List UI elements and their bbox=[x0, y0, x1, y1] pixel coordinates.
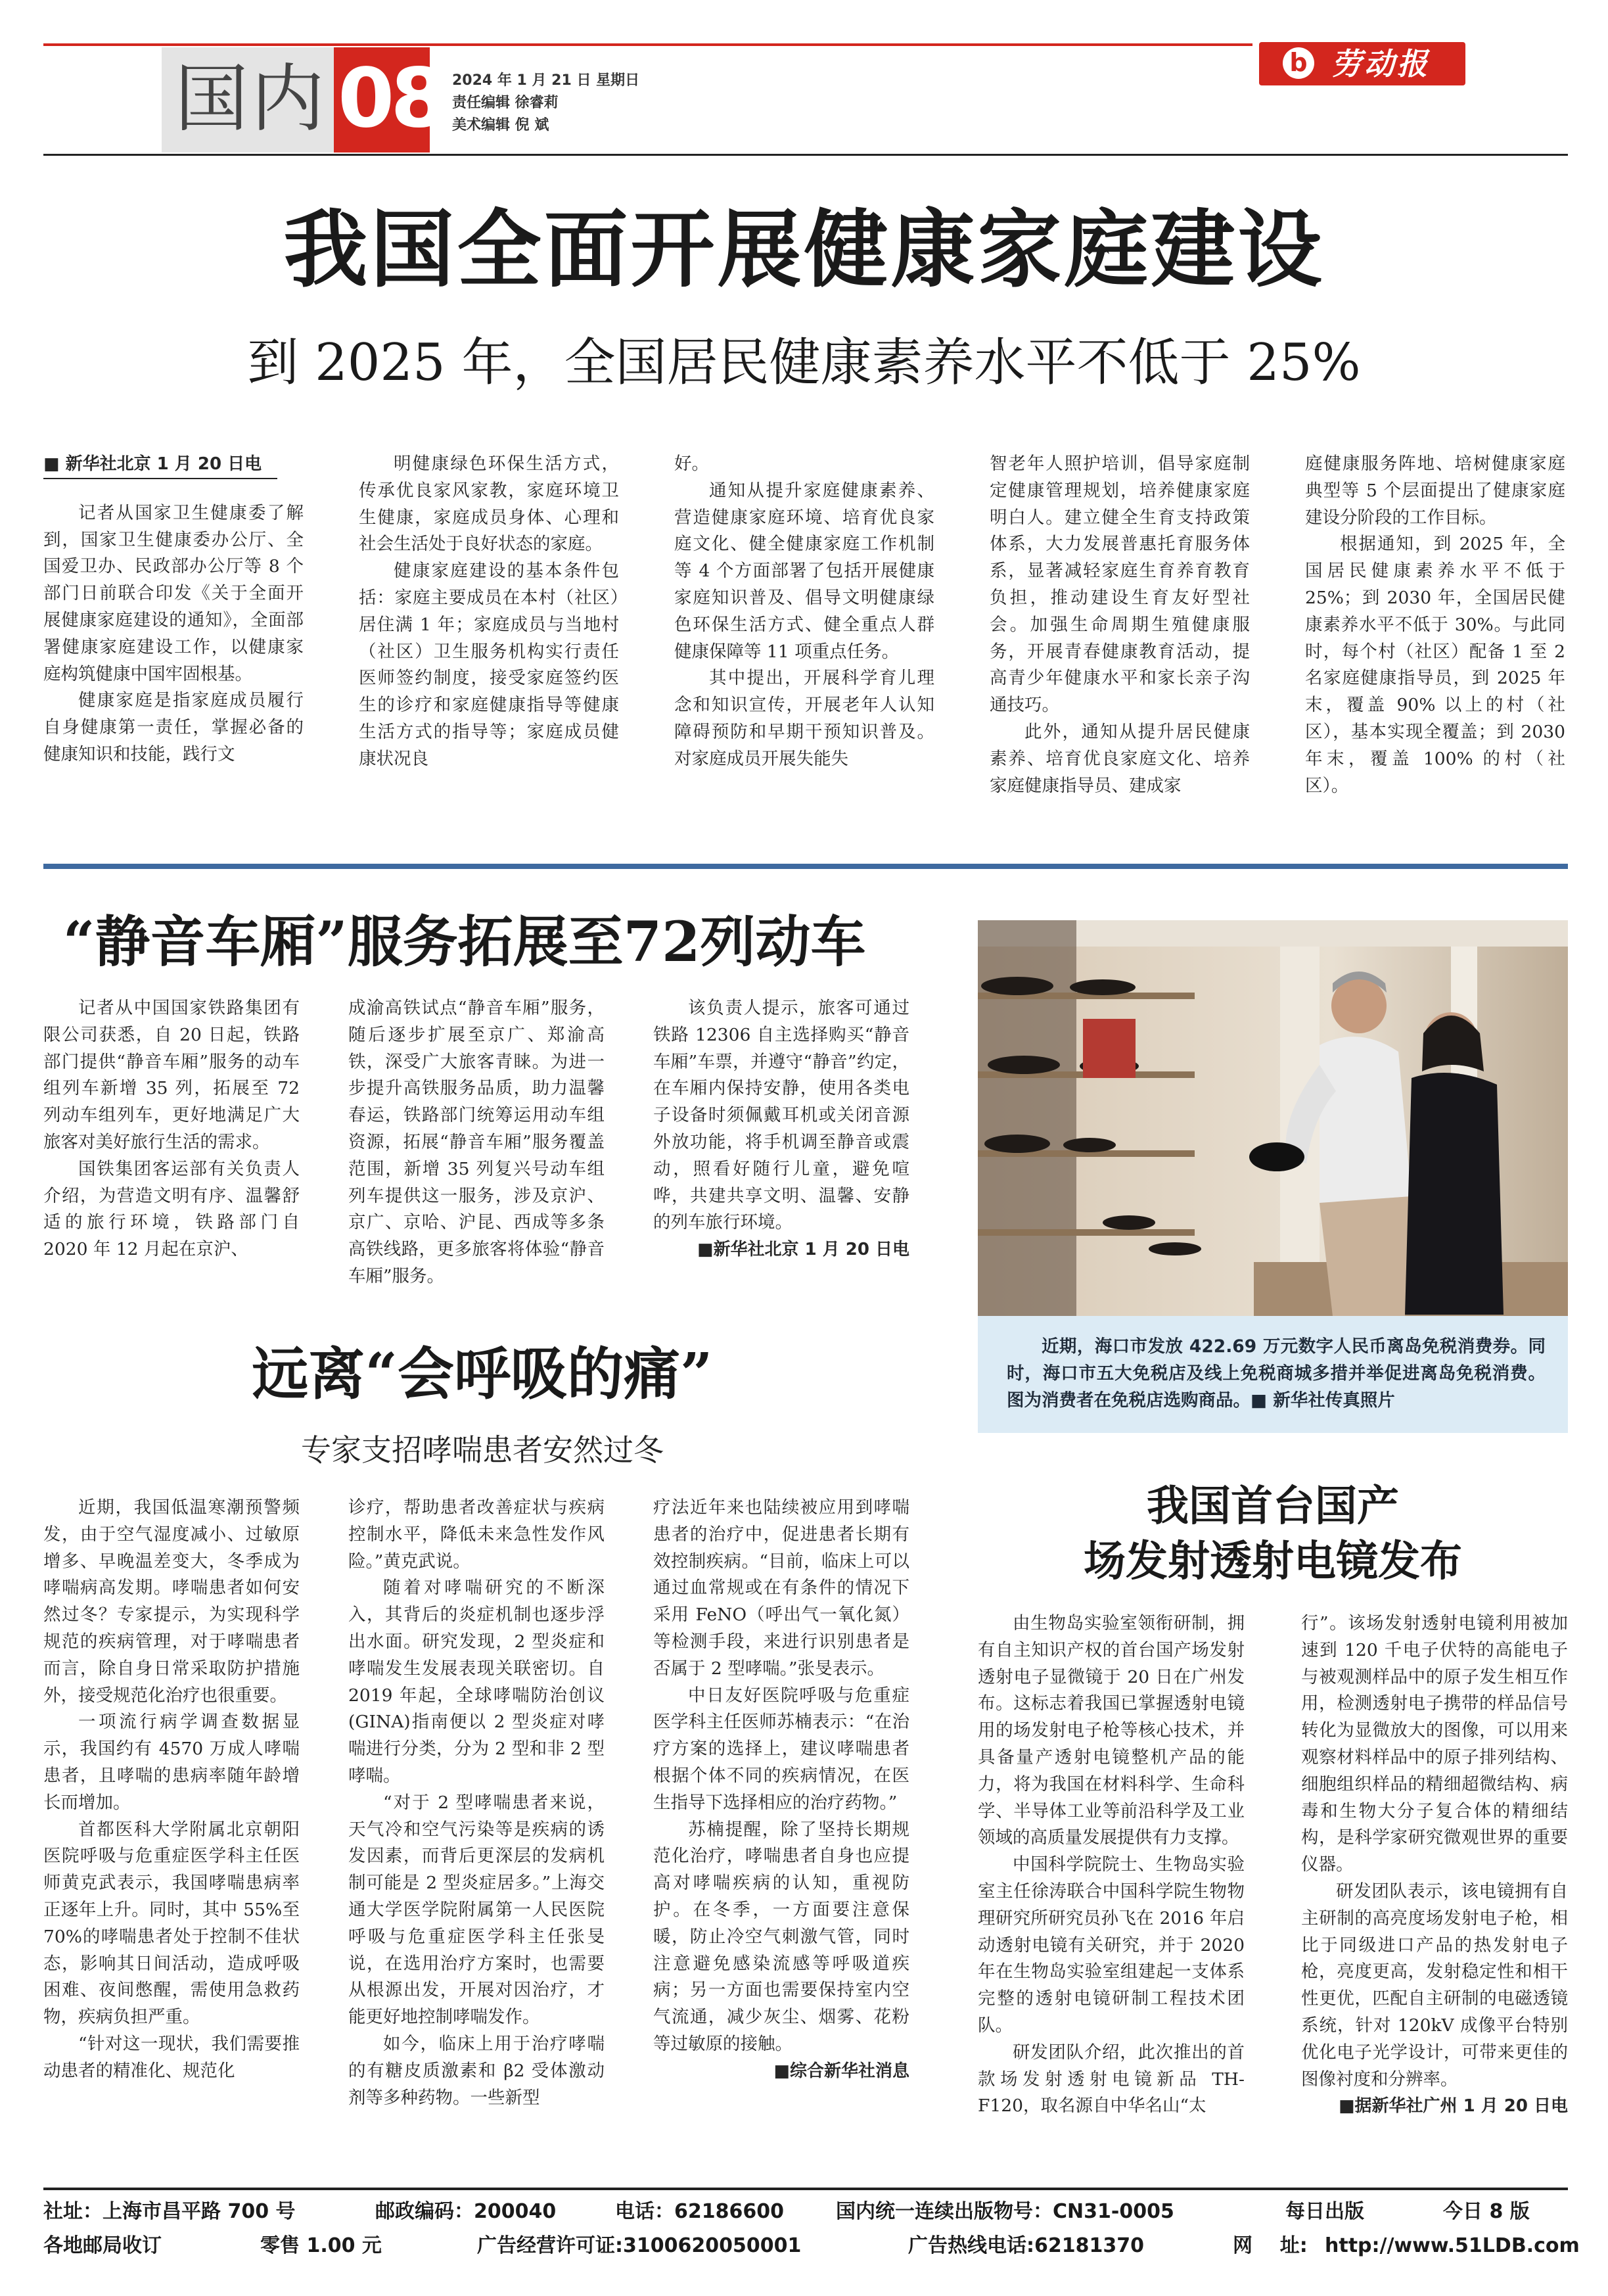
lead-col3-p3: 其中提出，开展科学育儿理念和知识宣传，开展老年人认知障碍预防和早期干预知识普及。对家庭成员开展失能失 bbox=[674, 668, 934, 769]
lead-col2-p2: 健康家庭建设的基本条件包括：家庭主要成员在本村（社区）居住满 1 年；家庭成员与当地村（社区）卫生服务机构实行责任医师签约制度，接受家庭签约医生的诊疗和家庭健康指导等健康生活方式的指导等；家庭成员健康状况良 bbox=[359, 561, 619, 769]
microscope-col2-p2: 研发团队表示，该电镜拥有自主研制的高亮度场发射电子枪，相比于同级进口产品的热发射电子枪，亮度更高，发射稳定性和相干性更优，匹配自主研制的电磁透镜系统，针对 120kV 成像平台特别优化电子光学设计，可带来更佳的图像衬度和分辨率。 bbox=[1301, 1881, 1568, 2090]
footer-address: 社址：上海市昌平路 700 号 bbox=[43, 2200, 296, 2223]
train-col1-p1: 记者从中国国家铁路集团有限公司获悉，自 20 日起，铁路部门提供“静音车厢”服务的动车组列车新增 35 列，拓展至 72 列动车组列车，更好地满足广大旅客对美好旅行生活的需求。 bbox=[43, 998, 300, 1152]
asthma-col2-p1: 诊疗，帮助患者改善症状与疾病控制水平，降低未来急性发作风险。”黄克武说。 bbox=[348, 1497, 605, 1572]
asthma-col1-p3: 首都医科大学附属北京朝阳医院呼吸与危重症医学科主任医师黄克武表示，我国哮喘患病率正逐年上升。同时，其中 55%至 70%的哮喘患者处于控制不佳状态，影响其日间活动，造成呼吸困难、夜间憋醒，需使用急救药物，疾病负担严重。 bbox=[43, 1819, 300, 2028]
footer-postcode: 邮政编码：200040 bbox=[375, 2200, 557, 2223]
header-top-rule bbox=[43, 43, 1252, 46]
train-column-3 bbox=[653, 995, 909, 1311]
train-col3-p1: 该负责人提示，旅客可通过铁路 12306 自主选择购买“静音车厢”车票，并遵守“静音”约定，在车厢内保持安静，使用各类电子设备时须佩戴耳机或关闭音源外放功能，将手机调至静音或震动，照看好随行儿童，避免喧哗，共建共享文明、温馨、安静的列车旅行环境。 bbox=[653, 998, 909, 1233]
page-number-box bbox=[334, 47, 444, 152]
photo-caption-box bbox=[978, 1316, 1568, 1433]
asthma-subheadline: 专家支招哮喘患者安然过冬 bbox=[301, 1432, 664, 1468]
lead-column-3 bbox=[674, 451, 934, 806]
asthma-col2-p3: “对于 2 型哮喘患者来说，天气冷和空气污染等是疾病的诱发因素，而背后更深层的发病机制可能是 2 型炎症居多。”上海交通大学医学院附属第一人民医院呼吸与危重症医学科主任张旻说，在选用治疗方案时，也需要从根源出发，开展对因治疗，才能更好地控制哮喘发作。 bbox=[348, 1792, 605, 2028]
train-column-2 bbox=[348, 995, 605, 1311]
masthead-name: 劳动报 bbox=[1331, 46, 1430, 82]
microscope-col1-p1: 由生物岛实验室领衔研制，拥有自主知识产权的首台国产场发射透射电子显微镜于 20 日在广州发布。这标志着我国已掌握透射电镜用的场发射电子枪等核心技术，并具备量产透射电镜整机产品的能力，将为我国在材料科学、生命科学、半导体工业等前沿科学及工业领域的高质量发展提供有力支撑。 bbox=[978, 1613, 1245, 1848]
logo-icon: b bbox=[1283, 47, 1314, 79]
microscope-headline bbox=[978, 1479, 1568, 1589]
footer-cn-number: 国内统一连续出版物号：CN31-0005 bbox=[836, 2200, 1174, 2223]
header-info bbox=[452, 70, 639, 137]
section-divider bbox=[43, 864, 1568, 869]
asthma-column-2 bbox=[348, 1495, 605, 2172]
train-headline: “静音车厢”服务拓展至72列动车 bbox=[63, 909, 866, 974]
asthma-dateline: ■综合新华社消息 bbox=[773, 2061, 909, 2081]
lead-col2-p1: 明健康绿色环保生活方式，传承优良家风家教，家庭环境卫生健康，家庭成员身体、心理和社会生活处于良好状态的家庭。 bbox=[359, 454, 619, 555]
lead-col1-p1: 记者从国家卫生健康委了解到，国家卫生健康委办公厅、全国爱卫办、民政部办公厅等 8 个部门日前联合印发《关于全面开展健康家庭建设的通知》，全面部署健康家庭建设工作，以健康家庭构筑健康中国牢固根基。 bbox=[43, 502, 304, 684]
responsible-editor: 责任编辑 徐睿莉 bbox=[452, 95, 559, 111]
microscope-dateline: ■据新华社广州 1 月 20 日电 bbox=[1338, 2096, 1568, 2117]
asthma-col3-p3: 苏楠提醒，除了坚持长期规范化治疗，哮喘患者自身也应提高对哮喘疾病的认知，重视防护。在冬季，一方面要注意保暖，防止冷空气刺激气管，同时注意避免感染流感等呼吸道疾病；另一方面也需要保持室内空气流通，减少灰尘、烟雾、花粉等过敏原的接触。 bbox=[653, 1819, 909, 2054]
lead-col3-p1: 好。 bbox=[674, 454, 709, 474]
section-name: 国内 bbox=[175, 57, 327, 142]
train-column-1 bbox=[43, 995, 300, 1311]
lead-col4-p1: 智老年人照护培训，倡导家庭制定健康管理规划，培养健康家庭明白人。建立健全生育支持政策体系，大力发展普惠托育服务体系，显著减轻家庭生育养育教育负担，推动建设生育友好型社会。加强生命周期生殖健康服务，开展青春健康教育活动，提高青少年健康水平和家长亲子沟通技巧。 bbox=[990, 454, 1250, 716]
lead-column-2 bbox=[359, 451, 619, 806]
microscope-col2-p1: 行”。该场发射透射电镜利用被加速到 120 千电子伏特的高能电子与被观测样品中的原子发生相互作用，检测透射电子携带的样品信号转化为显微放大的图像，可以用来观察材料样品中的原子排列结构、细胞组织样品的精细超微结构、病毒和生物大分子复合体的精细结构，是科学家研究微观世界的重要仪器。 bbox=[1301, 1613, 1568, 1875]
microscope-column-1 bbox=[978, 1610, 1245, 2176]
issue-date: 2024 年 1 月 21 日 星期日 bbox=[452, 72, 640, 89]
microscope-col1-p3: 研发团队介绍，此次推出的首款场发射透射电镜新品 TH-F120，取名源自中华名山“太 bbox=[978, 2042, 1245, 2117]
footer-subscribe: 各地邮局收订 bbox=[43, 2234, 162, 2257]
shop-photo-illustration bbox=[978, 920, 1568, 1316]
asthma-column-3 bbox=[653, 1495, 909, 2172]
lead-col5-p2: 根据通知，到 2025 年，全国居民健康素养水平不低于 25%；到 2030 年，全国居民健康素养水平不低于 30%。与此同时，每个村（社区）配备 1 至 2 名家庭健康指导员，到 2025 年末，覆盖 90% 以上的村（社区），基本实现全覆盖；到 2030 年末，覆盖 100% 的村（社区）。 bbox=[1305, 534, 1565, 796]
asthma-col1-p4: “针对这一现状，我们需要推动患者的精准化、规范化 bbox=[43, 2033, 300, 2081]
asthma-headline: 远离“会呼吸的痛” bbox=[252, 1341, 713, 1407]
footer-price: 零售 1.00 元 bbox=[260, 2234, 382, 2257]
asthma-column-1 bbox=[43, 1495, 300, 2172]
train-dateline: ■新华社北京 1 月 20 日电 bbox=[697, 1240, 909, 1260]
lead-headline: 我国全面开展健康家庭建设 bbox=[283, 200, 1325, 299]
train-col1-p2: 国铁集团客运部有关负责人介绍，为营造文明有序、温馨舒适的旅行环境，铁路部门自 2020 年 12 月起在京沪、 bbox=[43, 1158, 300, 1260]
lead-column-1 bbox=[43, 451, 304, 806]
microscope-column-2 bbox=[1301, 1610, 1568, 2176]
asthma-col2-p2: 随着对哮喘研究的不断深入，其背后的炎症机制也逐步浮出水面。研究发现，2 型炎症和哮喘发生发展表现关联密切。自 2019 年起，全球哮喘防治创议(GINA)指南便以 2 型炎症对哮喘进行分类，分为 2 型和非 2 型哮喘。 bbox=[348, 1578, 605, 1786]
lead-col1-p2: 健康家庭是指家庭成员履行自身健康第一责任，掌握必备的健康知识和技能，践行文 bbox=[43, 690, 304, 764]
footer-website-label: 网 址: bbox=[1233, 2234, 1308, 2257]
microscope-col1-p2: 中国科学院院士、生物岛实验室主任徐涛联合中国科学院生物物理研究所研究员孙飞在 2016 年启动透射电镜有关研究，并于 2020 年在生物岛实验室组建起一支体系完整的透射电镜研制工程技术团队。 bbox=[978, 1854, 1245, 2036]
lead-col3-p2: 通知从提升家庭健康素养、营造健康家庭环境、培育优良家庭文化、健全健康家庭工作机制等 4 个方面部署了包括开展健康家庭知识普及、倡导文明健康绿色环保生活方式、健全重点人群健康保障等 11 项重点任务。 bbox=[674, 480, 934, 662]
lead-column-4 bbox=[990, 451, 1250, 806]
footer-phone: 电话：62186600 bbox=[615, 2200, 784, 2223]
footer bbox=[43, 2195, 1580, 2274]
footer-page-count: 今日 8 版 bbox=[1443, 2200, 1530, 2223]
lead-col4-p2: 此外，通知从提升居民健康素养、培育优良家庭文化、培养家庭健康指导员、建成家 bbox=[990, 721, 1250, 796]
footer-website[interactable]: http://www.51LDB.com bbox=[1325, 2234, 1580, 2257]
lead-subheadline: 到 2025 年，全国居民健康素养水平不低于 25% bbox=[247, 333, 1361, 392]
microscope-headline-line2: 场发射透射电镜发布 bbox=[1084, 1537, 1462, 1586]
lead-column-5 bbox=[1305, 451, 1565, 806]
asthma-col2-p4: 如今，临床上用于治疗哮喘的有糖皮质激素和 β2 受体激动剂等多种药物。一些新型 bbox=[348, 2033, 605, 2108]
page-number: 08 bbox=[338, 51, 444, 146]
microscope-headline-line1: 我国首台国产 bbox=[1147, 1482, 1399, 1531]
footer-ad-license: 广告经营许可证:3100620050001 bbox=[477, 2234, 802, 2257]
asthma-col3-p2: 中日友好医院呼吸与危重症医学科主任医师苏楠表示：“在治疗方案的选择上，建议哮喘患者根据个体不同的疾病情况，在医生指导下选择相应的治疗药物。” bbox=[653, 1685, 909, 1813]
train-col2-p1: 成渝高铁试点“静音车厢”服务，随后逐步扩展至京广、郑渝高铁，深受广大旅客青睐。为进一步提升高铁服务品质，助力温馨春运，铁路部门统筹运用动车组资源，拓展“静音车厢”服务覆盖范围，新增 35 列复兴号动车组列车提供这一服务，涉及京沪、京广、京哈、沪昆、西成等多条高铁线路，更多旅客将体验“静音车厢”服务。 bbox=[348, 998, 605, 1286]
asthma-col1-p2: 一项流行病学调查数据显示，我国约有 4570 万成人哮喘患者，且哮喘的患病率随年龄增长而增加。 bbox=[43, 1712, 300, 1813]
photo-caption: 近期，海口市发放 422.69 万元数字人民币离岛免税消费券。同时，海口市五大免税店及线上免税商城多措并举促进离岛免税消费。图为消费者在免税店选购商品。■ 新华社传真照片 bbox=[1007, 1336, 1546, 1411]
footer-rule bbox=[43, 2188, 1568, 2190]
asthma-col1-p1: 近期，我国低温寒潮预警频发，由于空气湿度减小、过敏原增多、早晚温差变大，冬季成为哮喘病高发期。哮喘患者如何安然过冬？专家提示，为实现科学规范的疾病管理，对于哮喘患者而言，除自身日常采取防护措施外，接受规范化治疗也很重要。 bbox=[43, 1497, 300, 1706]
lead-col5-p1: 庭健康服务阵地、培树健康家庭典型等 5 个层面提出了健康家庭建设分阶段的工作目标。 bbox=[1305, 454, 1565, 528]
header-bottom-rule bbox=[43, 154, 1568, 156]
photo-duty-free-shop bbox=[978, 920, 1568, 1316]
section-box bbox=[162, 47, 334, 152]
lead-dateline: ■ 新华社北京 1 月 20 日电 bbox=[43, 451, 277, 479]
masthead-logo bbox=[1259, 42, 1465, 85]
asthma-col3-p1: 疗法近年来也陆续被应用到哮喘患者的治疗中，促进患者长期有效控制疾病。“目前，临床上可以通过血常规或在有条件的情况下采用 FeNO（呼出气一氧化氮）等检测手段，来进行识别患者是否属于 2 型哮喘。”张旻表示。 bbox=[653, 1497, 909, 1679]
art-editor: 美术编辑 倪 斌 bbox=[452, 117, 549, 133]
footer-ad-hotline: 广告热线电话:62181370 bbox=[908, 2234, 1144, 2257]
footer-daily: 每日出版 bbox=[1285, 2200, 1364, 2223]
